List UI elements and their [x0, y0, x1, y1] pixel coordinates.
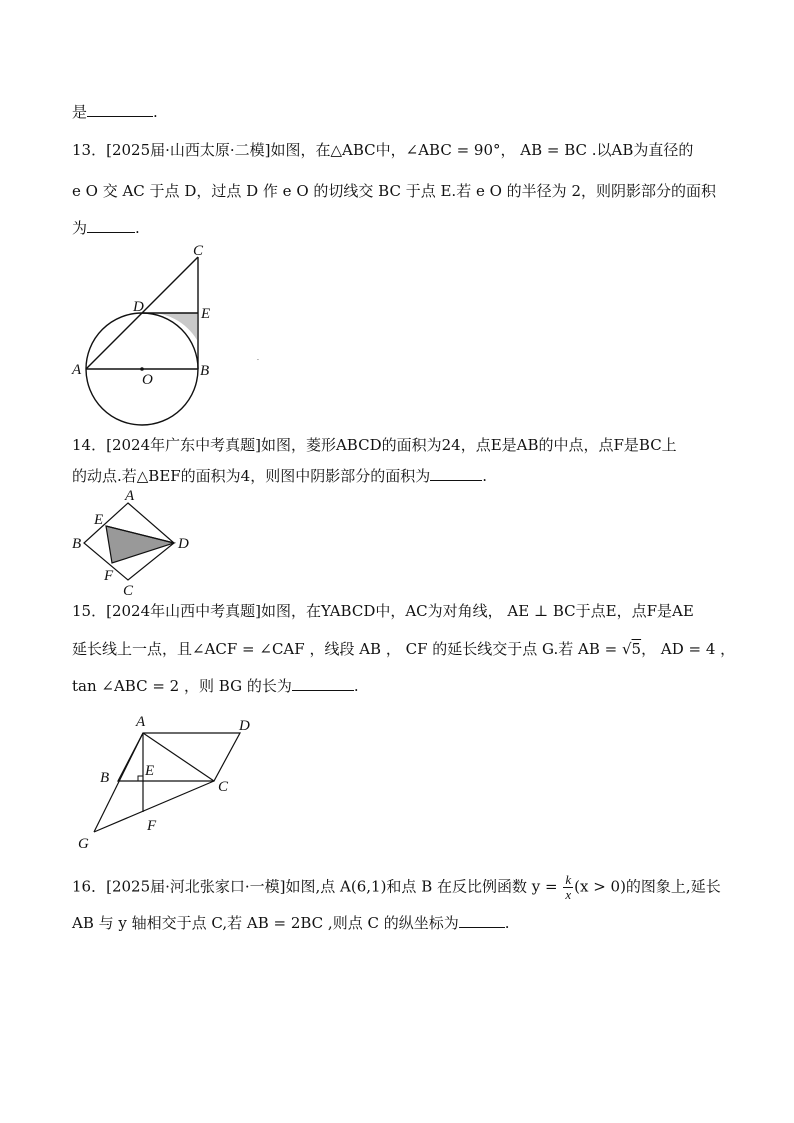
q15-line3-text: tan ∠ABC = 2 ，则 BG 的长为: [72, 677, 292, 695]
q12-tail-text: 是: [72, 103, 88, 121]
q15-line3-end: .: [353, 677, 359, 695]
q13-small-dot: ·: [257, 356, 259, 364]
q14-line2: [72, 466, 724, 486]
q15-label-b: B: [100, 770, 110, 786]
q14-label-d: D: [178, 536, 189, 552]
q13-label-b: B: [200, 363, 210, 379]
sqrt-expression: √5: [621, 640, 642, 658]
q15-line2: [72, 639, 736, 659]
q14-label-e: E: [94, 512, 104, 528]
q15-label-e: E: [145, 763, 155, 779]
q12-tail: [72, 102, 724, 122]
fraction-denominator: x: [565, 887, 572, 902]
q13-line3: [72, 218, 724, 238]
fraction-k-over-x: [563, 873, 573, 902]
q13-label-d: D: [133, 299, 144, 315]
q16-line2: [72, 913, 724, 933]
q14-shaded-triangle: [106, 526, 174, 563]
q13-line2: e O 交 AC 于点 D，过点 D 作 e O 的切线交 BC 于点 E.若 e O 的半径为 2，则阴影部分的面积: [72, 182, 716, 200]
q14-line1: 14．[2024年广东中考真题]如图，菱形ABCD的面积为24，点E是AB的中点，点F是BC上: [72, 436, 677, 454]
q15-line3: [72, 676, 724, 696]
q15-line1: 15．[2024年山西中考真题]如图，在YABCD中，AC为对角线， AE ⊥ BC于点E，点F是AE: [72, 602, 694, 620]
q13-line1: 13．[2025届·山西太原·二模]如图，在△ABC中，∠ABC = 90°， AB = BC .以AB为直径的: [72, 141, 694, 159]
fraction-numerator: k: [565, 872, 572, 887]
q15-label-g: G: [78, 836, 89, 852]
sqrt-value: 5: [631, 640, 642, 658]
q16-line1-text-a: 16．[2025届·河北张家口·一模]如图,点 A(6,1)和点 B 在反比例函数 y =: [72, 877, 563, 896]
answer-blank[interactable]: [87, 218, 135, 233]
q14-label-f: F: [104, 568, 114, 584]
q13-figure: [60, 240, 280, 430]
q15-label-a: A: [136, 714, 146, 730]
q15-line2-text-a: 延长线上一点，且∠ACF = ∠CAF ，线段 AB ， CF 的延长线交于点 G.若 AB =: [72, 640, 622, 658]
q16-line1: [72, 872, 724, 902]
answer-blank[interactable]: [292, 676, 354, 691]
q13-label-c: C: [193, 243, 204, 259]
q14-label-b: B: [72, 536, 82, 552]
answer-blank[interactable]: [87, 102, 153, 117]
q13-label-a: A: [72, 362, 82, 378]
q13-label-o: O: [142, 372, 153, 388]
answer-blank[interactable]: [459, 913, 505, 928]
q13-shaded-region: [144, 313, 197, 340]
q14-figure: [62, 488, 212, 600]
q13-line3-text: 为: [72, 219, 88, 237]
q13-label-e: E: [201, 306, 211, 322]
q16-line2-end: .: [504, 914, 510, 932]
q14-label-c: C: [123, 583, 134, 599]
q15-line2-text-b: ， AD = 4 ，: [641, 640, 736, 658]
q12-tail-end: .: [153, 103, 158, 121]
q14-line2-text: 的动点.若△BEF的面积为4，则图中阴影部分的面积为: [72, 467, 431, 485]
q14-label-a: A: [125, 488, 135, 504]
q15-label-c: C: [218, 779, 229, 795]
q13-line3-end: .: [135, 219, 140, 237]
q14-line2-end: .: [482, 467, 488, 485]
q15-label-f: F: [147, 818, 157, 834]
q13-center-point: [140, 367, 144, 371]
answer-blank[interactable]: [430, 466, 482, 481]
q16-line1-text-b: (x > 0)的图象上,延长: [574, 877, 721, 896]
q16-line2-text: AB 与 y 轴相交于点 C,若 AB = 2BC ,则点 C 的纵坐标为: [72, 914, 459, 932]
q15-right-angle-mark: [138, 776, 143, 781]
q15-figure: [72, 708, 272, 858]
q15-label-d: D: [239, 718, 250, 734]
